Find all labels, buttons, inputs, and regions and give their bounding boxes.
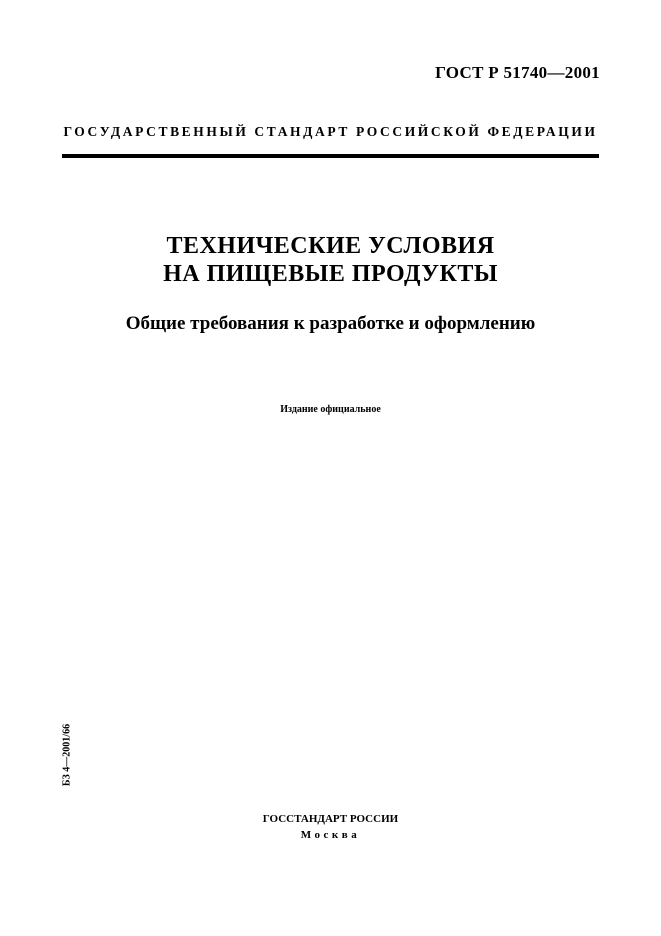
header-rule xyxy=(62,154,599,158)
subtitle: Общие требования к разработке и оформлению xyxy=(125,313,536,334)
publisher-city: Москва xyxy=(300,829,361,841)
standard-header: ГОСУДАРСТВЕННЫЙ СТАНДАРТ РОССИЙСКОЙ ФЕДЕРАЦИИ xyxy=(63,124,598,139)
main-title xyxy=(0,232,661,288)
side-code-text: БЗ 4—2001/66 xyxy=(61,723,73,787)
document-code: ГОСТ Р 51740—2001 xyxy=(435,63,600,82)
publisher: ГОССТАНДАРТ РОССИИ xyxy=(262,813,399,825)
edition-label: Издание официальное xyxy=(280,404,381,415)
main-title-line-1: ТЕХНИЧЕСКИЕ УСЛОВИЯ xyxy=(166,233,495,259)
main-title-line-2: НА ПИЩЕВЫЕ ПРОДУКТЫ xyxy=(163,261,498,287)
